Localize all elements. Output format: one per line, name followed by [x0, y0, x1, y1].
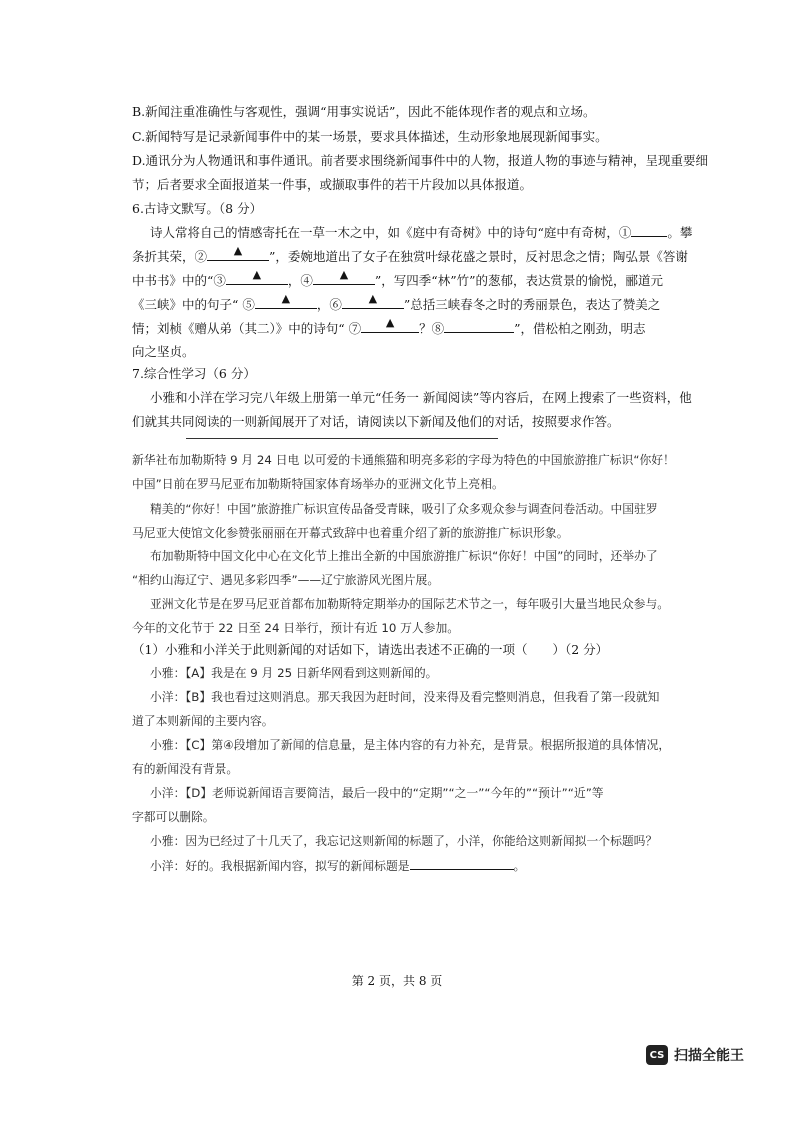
- q6-line3: 中书书》中的“③ ▲ ，④ ▲ ”，写四季“林”竹”的葱郁，表达赏景的愉悦，郦道元: [132, 268, 663, 288]
- q6-line2: 条折其荣，② ▲ ”，委婉地道出了女子在独赏叶绿花盛之景时，反衬思念之情；陶弘景《答谢: [132, 244, 688, 264]
- triangle-marker-icon: ▲: [281, 292, 291, 305]
- option-b: B.新闻注重准确性与客观性，强调“用事实说话”，因此不能体现作者的观点和立场。: [132, 104, 596, 119]
- dialogue-c-line1: 小雅：【C】第④段增加了新闻的信息量，是主体内容的有力补充，是背景。根据所报道的具体情况，: [150, 738, 671, 752]
- news-p2-line1: 精美的“你好！中国”旅游推广标识宣传品备受青睐，吸引了众多观众参与调查问卷活动。中国驻罗: [150, 502, 658, 516]
- watermark-text: 扫描全能王: [674, 1048, 744, 1064]
- triangle-marker-icon: ▲: [233, 244, 243, 257]
- news-p2-line2: 马尼亚大使馆文化参赞张丽丽在开幕式致辞中也着重介绍了新的旅游推广标识形象。: [132, 526, 569, 540]
- dialogue-b-line1: 小洋：【B】我也看过这则消息。那天我因为赶时间，没来得及看完整则消息，但我看了第一段就知: [150, 690, 660, 704]
- dialogue-a: 小雅：【A】我是在 9 月 25 日新华网看到这则新闻的。: [150, 666, 438, 680]
- answer-blank-2[interactable]: [207, 244, 269, 261]
- q6-line5: 情；刘桢《赠从弟（其二）》中的诗句“ ⑦ ▲ ？⑧ ”，借松柏之刚劲，明志: [132, 316, 646, 336]
- news-p4-line1: 亚洲文化节是在罗马尼亚首都布加勒斯特定期举办的国际艺术节之一，每年吸引大量当地民众参与。: [150, 597, 670, 611]
- divider-line: [186, 438, 498, 439]
- answer-blank-3[interactable]: [226, 268, 288, 285]
- answer-blank-7[interactable]: [361, 316, 419, 333]
- answer-blank-4[interactable]: [313, 268, 375, 285]
- q6-line6: 向之坚贞。: [132, 344, 195, 359]
- triangle-marker-icon: ▲: [385, 316, 395, 329]
- news-p4-line2: 今年的文化节于 22 日至 24 日举行，预计有近 10 万人参加。: [132, 621, 460, 635]
- option-d-line1: D.通讯分为人物通讯和事件通讯。前者要求围绕新闻事件中的人物，报道人物的事迹与精神，呈现重要细: [132, 153, 709, 168]
- q6-line1: 诗人常将自己的情感寄托在一草一木之中，如《庭中有奇树》中的诗句“庭中有奇树，① 。攀: [150, 225, 693, 240]
- news-p1-line1: 新华社布加勒斯特 9 月 24 日电 以可爱的卡通熊猫和明亮多彩的字母为特色的中国旅游推广标识“你好！: [132, 453, 675, 467]
- dialogue-f: 小洋：好的。我根据新闻内容，拟写的新闻标题是 。: [150, 859, 526, 873]
- option-c: C.新闻特写是记录新闻事件中的某一场景，要求具体描述，生动形象地展现新闻事实。: [132, 129, 608, 144]
- triangle-marker-icon: ▲: [339, 268, 349, 281]
- headline-answer-blank[interactable]: [410, 857, 514, 870]
- dialogue-b-line2: 道了本则新闻的主要内容。: [132, 714, 274, 728]
- triangle-marker-icon: ▲: [252, 268, 262, 281]
- dialogue-e: 小雅：因为已经过了十几天了，我忘记这则新闻的标题了，小洋，你能给这则新闻拟一个标题吗？: [150, 834, 658, 848]
- dialogue-c-line2: 有的新闻没有背景。: [132, 762, 239, 776]
- option-d-line2: 节；后者要求全面报道某一件事，或撷取事件的若干片段加以具体报道。: [132, 177, 533, 192]
- q7-intro-line1: 小雅和小洋在学习完八年级上册第一单元“任务一 新闻阅读”等内容后，在网上搜索了一些资料，他: [150, 390, 692, 405]
- q6-title: 6.古诗文默写。（8 分）: [132, 201, 263, 216]
- q7-sub1-prompt: （1）小雅和小洋关于此则新闻的对话如下，请选出表述不正确的一项（ ）（2 分）: [132, 642, 609, 657]
- news-p1-line2: 中国”日前在罗马尼亚布加勒斯特国家体育场举办的亚洲文化节上亮相。: [132, 477, 504, 491]
- answer-blank-5[interactable]: [255, 292, 317, 309]
- camscanner-logo-icon: CS: [646, 1045, 668, 1065]
- q6-line4: 《三峡》中的句子“ ⑤ ▲ ，⑥ ▲ ”总括三峡春冬之时的秀丽景色，表达了赞美之: [132, 292, 661, 312]
- answer-blank-6[interactable]: [342, 292, 404, 309]
- answer-blank-1[interactable]: [631, 224, 667, 237]
- dialogue-d-line1: 小洋：【D】老师说新闻语言要简洁，最后一段中的“定期”“之一”“今年的”“预计”“近”等: [150, 786, 604, 800]
- news-p3-line1: 布加勒斯特中国文化中心在文化节上推出全新的中国旅游推广标识“你好！中国”的同时，还举办了: [150, 549, 658, 563]
- scanner-watermark: [646, 1045, 744, 1065]
- q7-intro-line2: 们就其共同阅读的一则新闻展开了对话，请阅读以下新闻及他们的对话，按照要求作答。: [132, 414, 620, 429]
- answer-blank-8[interactable]: [444, 320, 514, 333]
- page-number: 第 2 页，共 8 页: [351, 974, 443, 988]
- news-p3-line2: “相约山海辽宁、遇见多彩四季”——辽宁旅游风光图片展。: [132, 573, 440, 587]
- triangle-marker-icon: ▲: [368, 292, 378, 305]
- dialogue-d-line2: 字都可以删除。: [132, 810, 215, 824]
- q7-title: 7.综合性学习（6 分）: [132, 366, 256, 381]
